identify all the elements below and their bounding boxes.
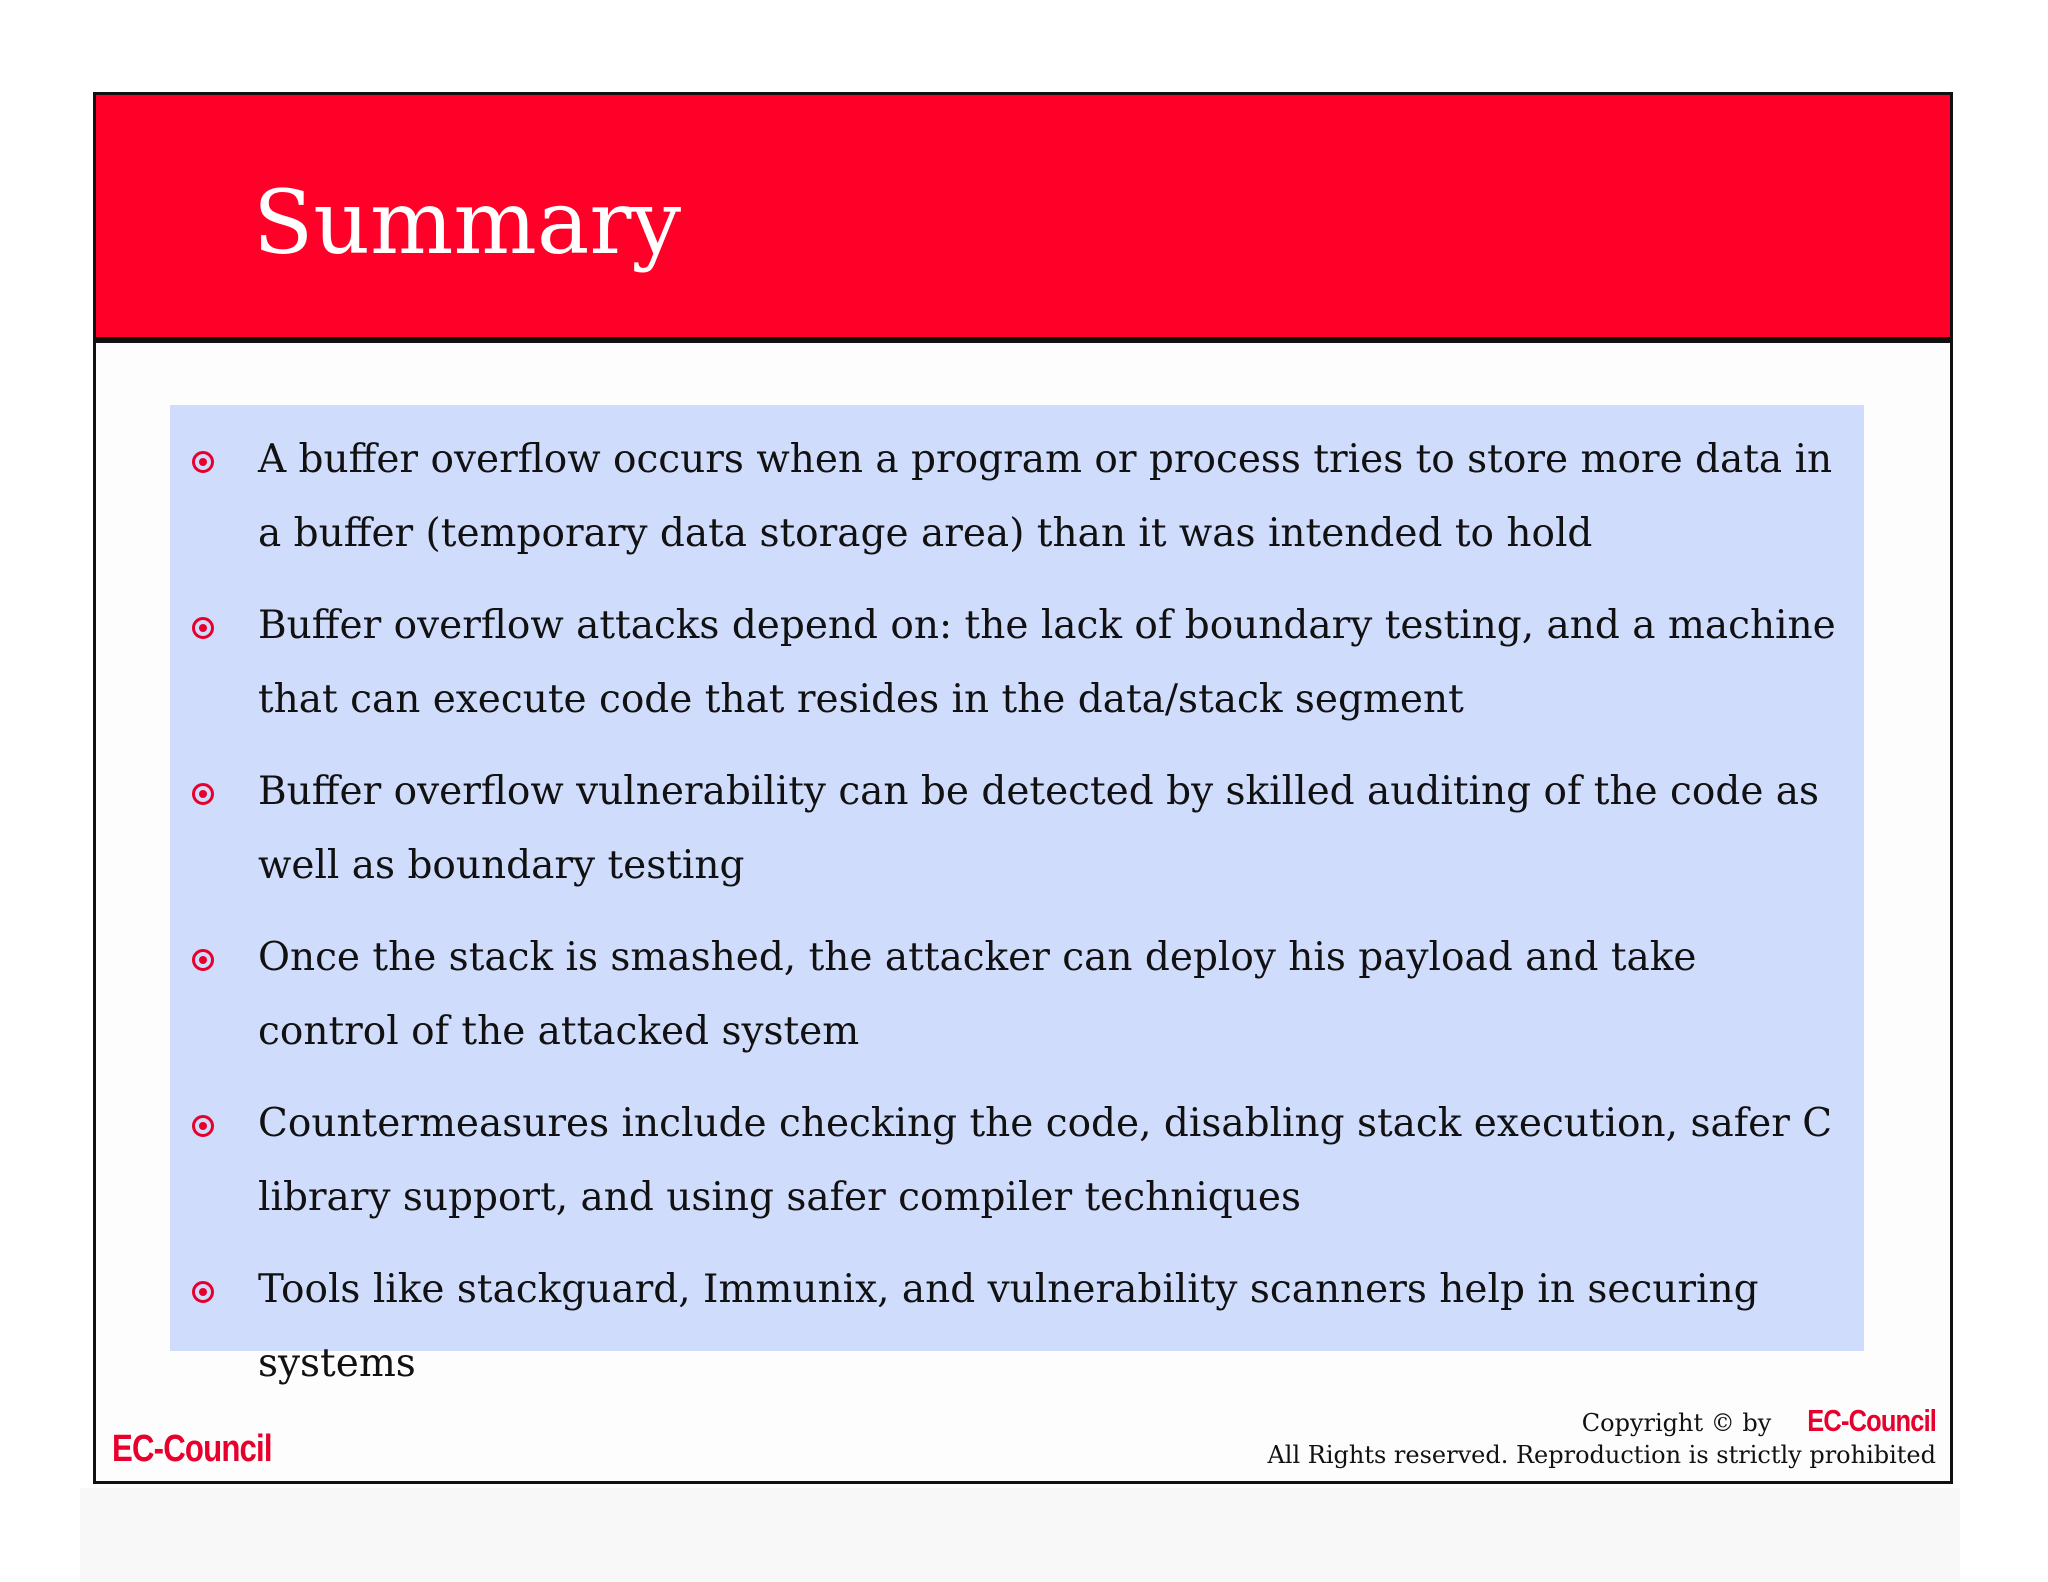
bullet-text: Countermeasures include checking the code, disabling stack execution, safer C library support, and using safer compiler techniques bbox=[258, 1101, 1833, 1220]
bullet-text: Tools like stackguard, Immunix, and vulnerability scanners help in securing systems bbox=[258, 1267, 1759, 1386]
circled-dot-icon bbox=[192, 451, 214, 473]
bullet-text: Buffer overflow vulnerability can be detected by skilled auditing of the code as well as boundary testing bbox=[258, 769, 1820, 888]
bullet-item bbox=[188, 921, 1846, 1069]
bullet-item bbox=[188, 755, 1846, 903]
circled-dot-icon bbox=[192, 617, 214, 639]
content-box bbox=[170, 405, 1864, 1386]
slide bbox=[93, 92, 1953, 1484]
circled-dot-icon bbox=[192, 949, 214, 971]
bullet-item bbox=[188, 589, 1846, 737]
circled-dot-icon bbox=[192, 1281, 214, 1303]
bullet-text: Once the stack is smashed, the attacker can deploy his payload and take control of the attacked system bbox=[258, 935, 1697, 1054]
bullet-text: Buffer overflow attacks depend on: the lack of boundary testing, and a machine that can execute code that resides in the data/stack segment bbox=[258, 603, 1836, 722]
copyright-prefix: Copyright © by bbox=[1581, 1409, 1779, 1437]
slide-header bbox=[96, 95, 1950, 343]
copyright-brand-logo: EC-Council bbox=[1807, 1403, 1936, 1438]
page-shadow bbox=[80, 1488, 1960, 1582]
bullet-item bbox=[188, 1253, 1846, 1401]
circled-dot-icon bbox=[192, 1115, 214, 1137]
copyright-notice bbox=[1267, 1405, 1936, 1471]
bullet-list bbox=[188, 423, 1846, 1401]
bullet-item bbox=[188, 423, 1846, 571]
copyright-line bbox=[1267, 1405, 1936, 1439]
slide-title: Summary bbox=[253, 171, 682, 274]
circled-dot-icon bbox=[192, 783, 214, 805]
bullet-item bbox=[188, 1087, 1846, 1235]
ec-council-logo: EC-Council bbox=[112, 1428, 272, 1470]
rights-text: All Rights reserved. Reproduction is strictly prohibited bbox=[1267, 1441, 1936, 1469]
bullet-text: A buffer overflow occurs when a program or process tries to store more data in a buffer (temporary data storage area) than it was intended to hold bbox=[258, 437, 1833, 556]
